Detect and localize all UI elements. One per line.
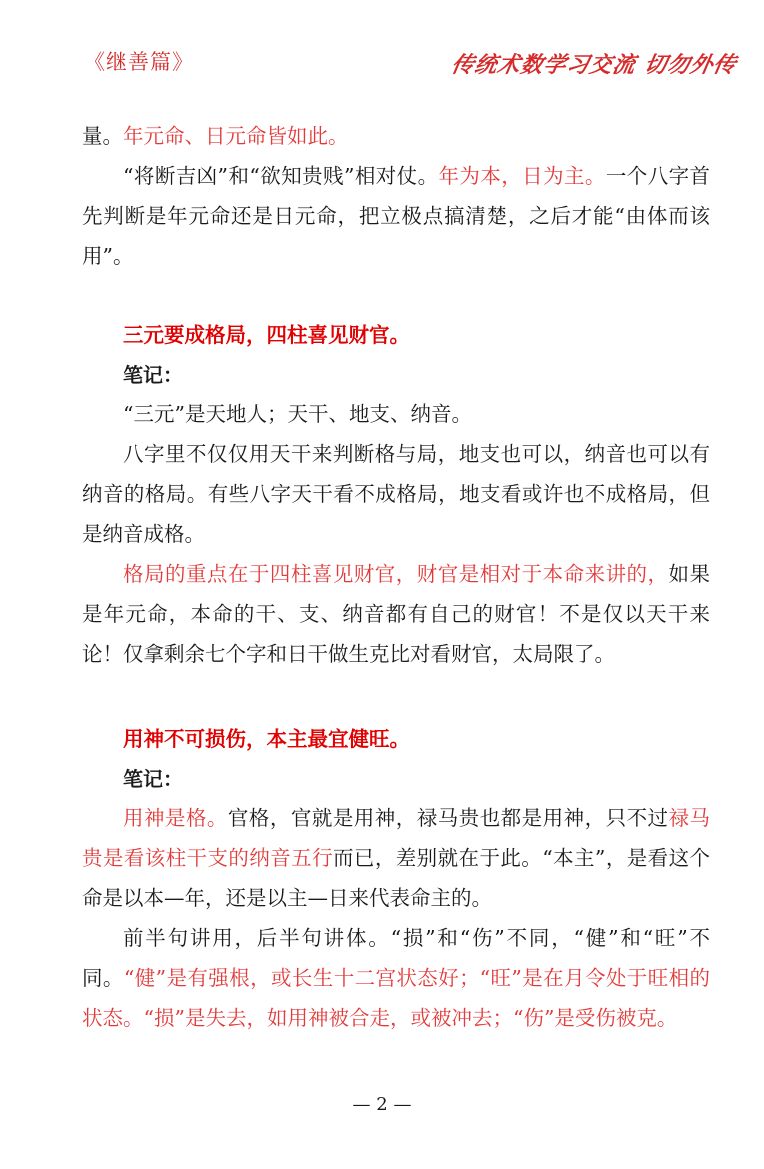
section-heading-1: 三元要成格局，四柱喜见财官。	[123, 323, 410, 347]
paragraph	[82, 116, 710, 156]
text: 官格，官就是用神，禄马贵也都是用神，只不过	[227, 806, 669, 830]
text: 量。	[82, 124, 123, 148]
section-heading-2: 用神不可损伤，本主最宜健旺。	[123, 727, 410, 751]
text: “将断吉凶”和“欲知贵贱”相对仗。	[123, 164, 439, 188]
text: 一个八字首先判断是年元命还是日元命，把立极点搞清楚，之后才能“由体而该用”。	[82, 164, 711, 268]
book-title: 《继善篇》	[84, 50, 194, 74]
text: 如果是年元命，本命的干、支、纳音都有自己的财官！不是仅以天干来论！仅拿剩余七个字和日干做生克比对看财官，太局限了。	[82, 562, 711, 666]
highlight-text: “健”是有强根，或长生十二宫状态好；“旺”是在月令处于旺相的状态。“损”是失去，如用神被合走，或被冲去；“伤”是受伤被克。	[82, 966, 711, 1030]
section-1-body	[82, 394, 710, 674]
note-label-1: 笔记：	[123, 363, 183, 387]
text: 而已，差别就在于此。“本主”，是看这个命是以本—年，还是以主—日来代表命主的。	[82, 846, 710, 910]
page-number: — 2 —	[352, 1094, 412, 1115]
paragraph: 八字里不仅仅用天干来判断格与局，地支也可以，纳音也可以有纳音的格局。有些八字天干看不成格局，地支看或许也不成格局，但是纳音成格。	[82, 442, 710, 546]
highlight-text: 格局的重点在于四柱喜见财官，财官是相对于本命来讲的，	[123, 562, 669, 586]
highlight-text: 年为本，日为主。	[438, 164, 606, 188]
calligraphy-watermark: 传统术数学习交流 切勿外传	[449, 52, 739, 78]
note-label-2: 笔记：	[123, 767, 183, 791]
paragraph: “三元”是天地人；天干、地支、纳音。	[123, 402, 472, 426]
paragraph	[82, 156, 710, 276]
text: 前半句讲用，后半句讲体。“损”和“伤”不同，“健”和“旺”不同。	[82, 926, 710, 990]
intro-block	[82, 116, 710, 276]
paragraph	[82, 918, 710, 1038]
paragraph	[82, 554, 710, 674]
paragraph	[82, 798, 710, 918]
highlight-text: 年元命、日元命皆如此。	[123, 124, 349, 148]
highlight-text: 禄马贵是看该柱干支的纳音五行	[82, 806, 711, 870]
highlight-text: 用神是格。	[123, 806, 228, 830]
section-2-body	[82, 798, 710, 1038]
